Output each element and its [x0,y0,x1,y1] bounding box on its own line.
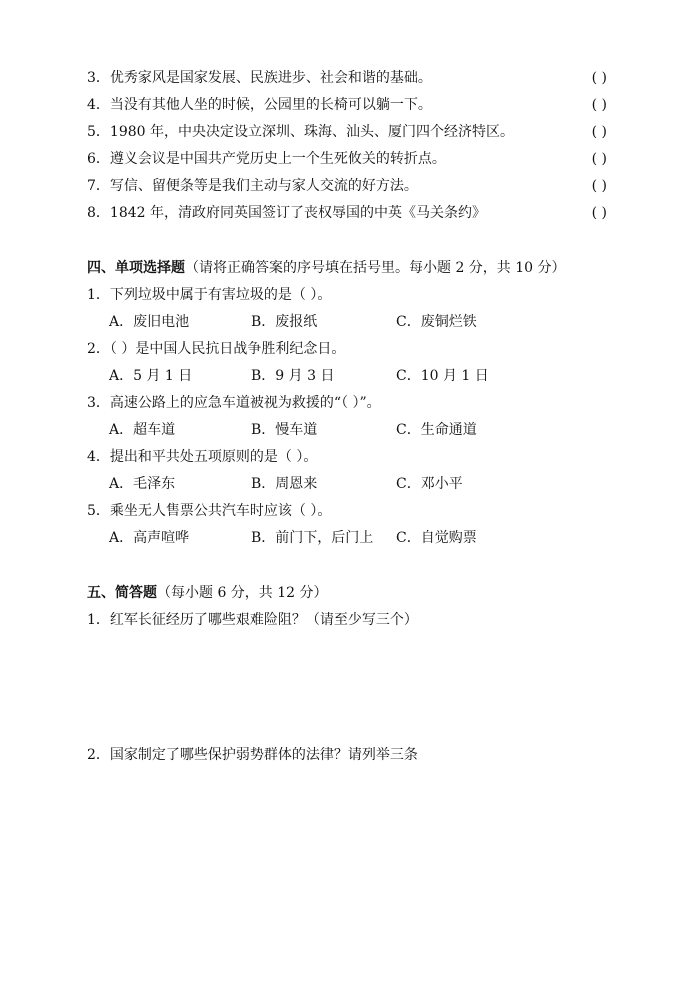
choice-question-5: 5．乘坐无人售票公共汽车时应该（ ）。 [87,503,332,519]
choice-question-4: 4．提出和平共处五项原则的是（ ）。 [87,449,318,465]
option-a[interactable]: A．超车道 [109,422,176,438]
answer-area-1[interactable] [87,635,607,735]
answer-parentheses[interactable]: ( ) [591,151,607,167]
option-c[interactable]: C．自觉购票 [396,530,477,546]
option-b[interactable]: B．9 月 3 日 [251,368,335,384]
tf-item-text: 3．优秀家风是国家发展、民族进步、社会和谐的基础。 [87,70,432,86]
option-a[interactable]: A．高声喧哗 [109,530,190,546]
tf-item-text: 8．1842 年，清政府同英国签订了丧权辱国的中英《马关条约》 [87,205,486,221]
option-b[interactable]: B．周恩来 [251,476,318,492]
section-heading: 四、单项选择题 [87,260,185,276]
short-answer-question-1: 1．红军长征经历了哪些艰难险阻？（请至少写三个） [87,612,418,628]
option-a[interactable]: A．5 月 1 日 [109,368,193,384]
answer-parentheses[interactable]: ( ) [591,97,607,113]
tf-item-text: 6．遵义会议是中国共产党历史上一个生死攸关的转折点。 [87,151,446,167]
option-b[interactable]: B．慢车道 [251,422,318,438]
tf-item-text: 4．当没有其他人坐的时候，公园里的长椅可以躺一下。 [87,97,432,113]
tf-item-text: 7．写信、留便条等是我们主动与家人交流的好方法。 [87,178,418,194]
option-c[interactable]: C．10 月 1 日 [396,368,489,384]
answer-parentheses[interactable]: ( ) [591,70,607,86]
choice-question-3: 3．高速公路上的应急车道被视为救援的“（ ）”。 [87,395,381,411]
section-title-short-answer [87,583,328,603]
option-a[interactable]: A．毛泽东 [109,476,176,492]
option-c[interactable]: C．生命通道 [396,422,477,438]
answer-area-2[interactable] [87,770,607,950]
answer-parentheses[interactable]: ( ) [591,178,607,194]
section-title-single-choice [87,258,566,278]
section-heading: 五、简答题 [87,585,157,601]
option-a[interactable]: A．废旧电池 [109,314,190,330]
option-b[interactable]: B．前门下，后门上 [251,530,374,546]
section-instruction: （请将正确答案的序号填在括号里。每小题 2 分，共 10 分） [185,260,566,276]
option-b[interactable]: B．废报纸 [251,314,318,330]
tf-item-text: 5．1980 年，中央决定设立深圳、珠海、汕头、厦门四个经济特区。 [87,124,514,140]
choice-question-1: 1．下列垃圾中属于有害垃圾的是（ ）。 [87,287,332,303]
option-c[interactable]: C．废铜烂铁 [396,314,477,330]
answer-parentheses[interactable]: ( ) [591,124,607,140]
option-c[interactable]: C．邓小平 [396,476,463,492]
short-answer-question-2: 2．国家制定了哪些保护弱势群体的法律？请列举三条 [87,747,418,763]
section-instruction: （每小题 6 分，共 12 分） [157,585,328,601]
choice-question-2: 2．（ ）是中国人民抗日战争胜利纪念日。 [87,341,346,357]
answer-parentheses[interactable]: ( ) [591,205,607,221]
